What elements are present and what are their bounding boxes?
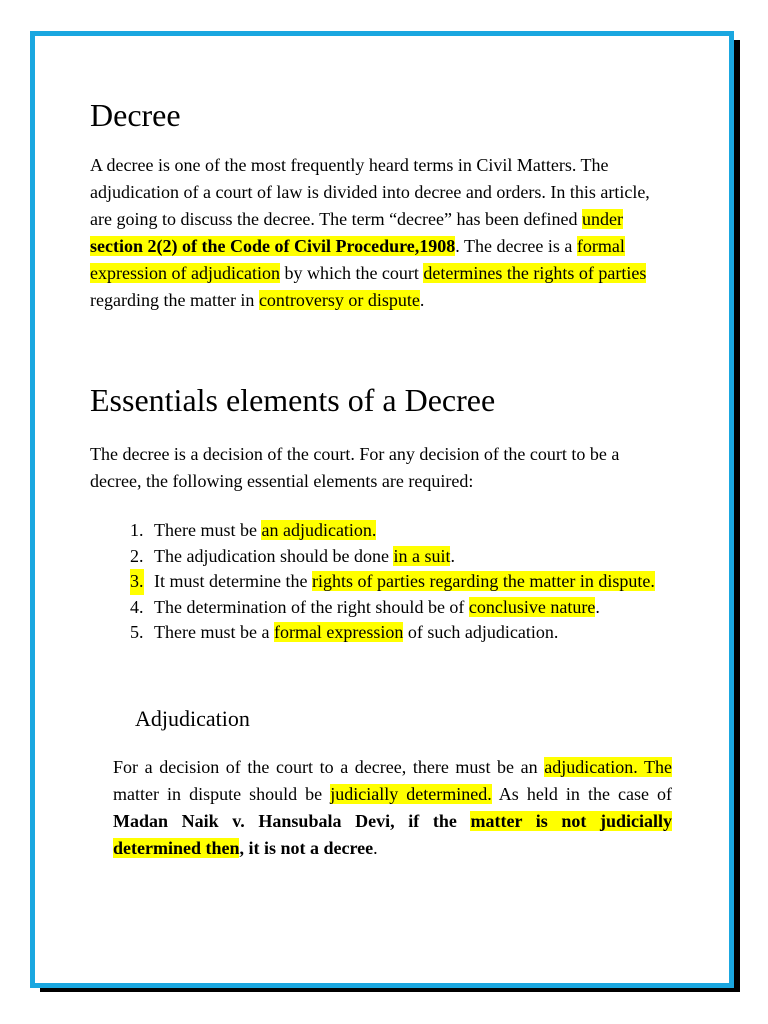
- list-item: 2. The adjudication should be done in a suit.: [130, 544, 672, 570]
- list-item-number: 5.: [130, 622, 144, 642]
- list-item: 5. There must be a formal expression of such adjudication.: [130, 620, 672, 646]
- heading-adjudication: Adjudication: [135, 706, 250, 731]
- highlight-controversy: controversy or dispute: [258, 290, 420, 310]
- list-item-number: 2.: [130, 545, 144, 566]
- list-item: 3. It must determine the rights of parties regarding the matter in dispute.: [130, 569, 672, 595]
- essential-elements-intro: The decree is a decision of the court. For any decision of the court to be a decree, the following essential elements are required:: [90, 444, 620, 491]
- highlight-under: under: [581, 209, 623, 229]
- heading-essential-elements: Essentials elements of a Decree: [90, 382, 496, 418]
- highlight-adjudication: adjudication. The: [544, 757, 672, 777]
- not-a-decree-text: , it is not a decree: [239, 838, 374, 858]
- heading-decree: Decree: [90, 97, 181, 133]
- list-item-highlight: formal expression: [273, 622, 404, 642]
- highlight-section-reference: section 2(2) of the Code of Civil Procedure,1908: [90, 236, 456, 256]
- list-item-highlight: an adjudication.: [261, 520, 377, 540]
- list-item-number: 4.: [130, 596, 144, 617]
- adjudication-paragraph: For a decision of the court to a decree, there must be an adjudication. The matter in dispute should be judicially determined. As held in the case of Madan Naik v. Hansubala Devi, if the matter is not judicially determined then, it is not a decree.: [113, 757, 673, 858]
- highlight-formal-expression: formal expression of adjudication: [90, 236, 625, 283]
- essential-elements-list: [130, 518, 672, 646]
- highlight-matter-not-determined: matter is not judicially determined then: [113, 811, 673, 858]
- list-item-highlight: conclusive nature: [468, 596, 596, 617]
- decree-definition-paragraph: A decree is one of the most frequently heard terms in Civil Matters. The adjudication of a court of law is divided into decree and orders. In this article, are going to discuss the decree. The term “decree” has been defined under section 2(2) of the Code of Civil Procedure,1908. The decree is a formal expression of adjudication by which the court determines the rights of parties regarding the matter in controversy or dispute.: [90, 155, 650, 310]
- list-item-number: 3.: [130, 569, 144, 595]
- highlight-determines-rights: determines the rights of parties: [423, 263, 647, 283]
- case-citation: Madan Naik v. Hansubala Devi, if the: [113, 811, 471, 831]
- list-item-number: 1.: [130, 520, 144, 540]
- list-item: 4. The determination of the right should be of conclusive nature.: [130, 595, 672, 621]
- list-item: 1. There must be an adjudication.: [130, 518, 672, 544]
- list-item-highlight: in a suit: [393, 545, 451, 566]
- list-item-highlight: rights of parties regarding the matter in dispute.: [311, 571, 655, 591]
- highlight-judicially-determined: judicially determined.: [330, 784, 492, 804]
